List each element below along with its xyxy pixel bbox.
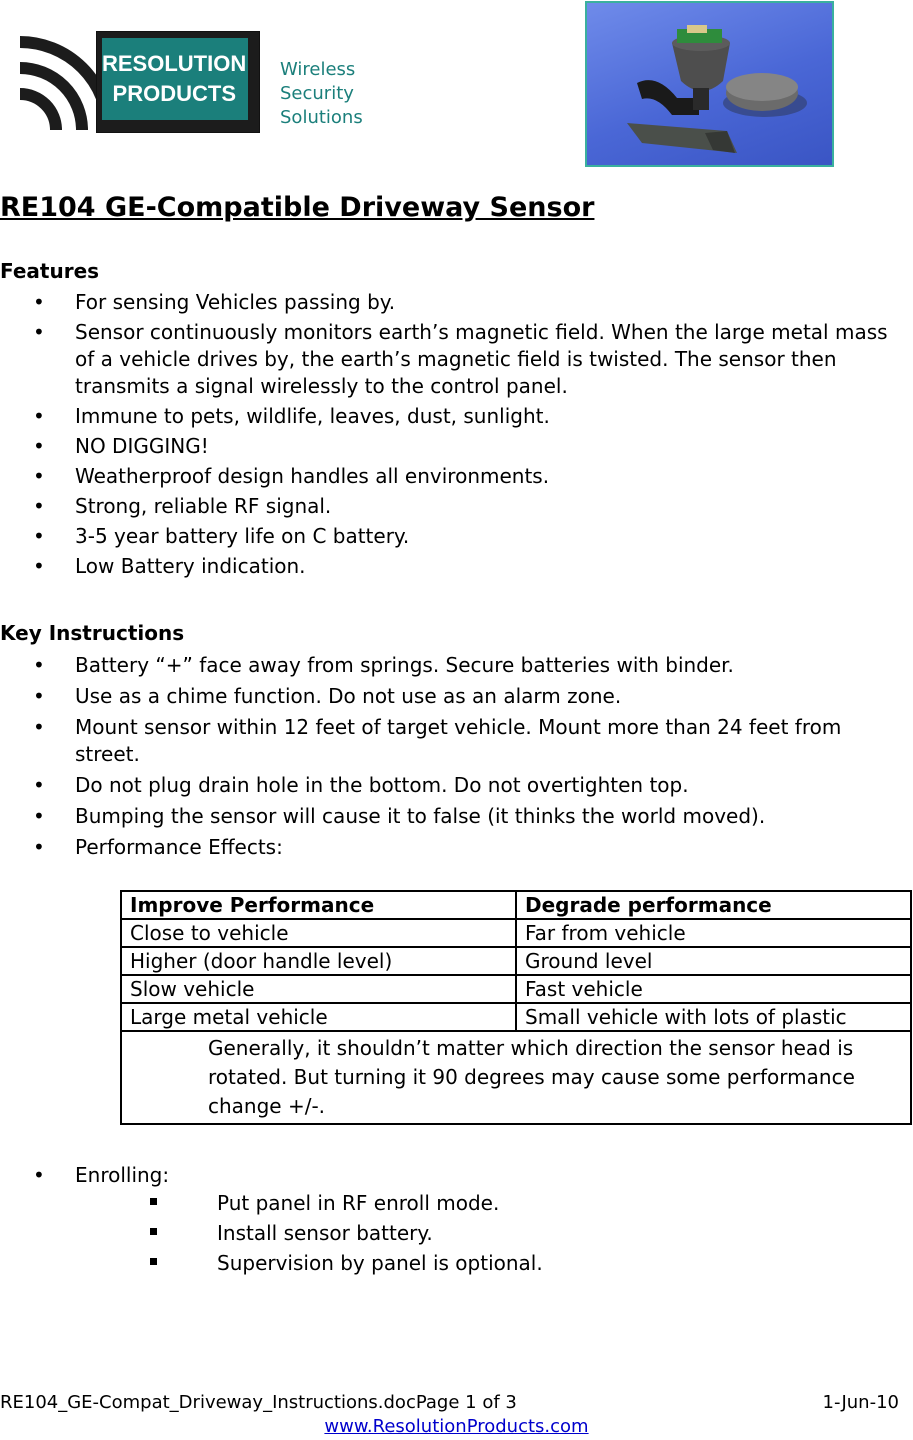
table-header-row — [121, 891, 911, 919]
table-cell: Slow vehicle — [121, 975, 516, 1003]
list-item: • Use as a chime function. Do not use as an alarm zone. — [33, 684, 622, 708]
list-item: • For sensing Vehicles passing by. — [33, 290, 396, 314]
table-header-improve: Improve Performance — [121, 891, 516, 919]
list-item: • Do not plug drain hole in the bottom. Do not overtighten top. — [33, 773, 689, 797]
table-cell: Fast vehicle — [516, 975, 911, 1003]
table-row — [121, 919, 911, 947]
signal-waves-icon — [14, 30, 98, 134]
table-note-row — [121, 1031, 911, 1124]
sensor-illustration-icon — [587, 3, 834, 167]
table-cell: Ground level — [516, 947, 911, 975]
table-cell: Far from vehicle — [516, 919, 911, 947]
key-instructions-heading: Key Instructions — [0, 621, 185, 645]
enrolling-list — [0, 1162, 913, 1189]
enroll-step: Install sensor battery. — [150, 1218, 433, 1248]
table-row — [121, 975, 911, 1003]
footer-url-wrap — [0, 1416, 913, 1437]
footer-filename-page: RE104_GE-Compat_Driveway_Instructions.docPage 1 of 3 — [0, 1392, 517, 1413]
list-item: • Performance Effects: — [33, 835, 283, 859]
product-photo — [585, 1, 834, 167]
table-cell: Close to vehicle — [121, 919, 516, 947]
key-instructions-list — [0, 652, 913, 865]
features-list — [0, 289, 913, 583]
square-bullet-icon — [150, 1228, 157, 1235]
company-logo — [96, 31, 260, 133]
list-item: • Weatherproof design handles all environments. — [33, 464, 550, 488]
list-item: • Bumping the sensor will cause it to false (it thinks the world moved). — [33, 804, 766, 828]
tagline-line1: Wireless — [280, 59, 356, 80]
table-cell: Large metal vehicle — [121, 1003, 516, 1031]
list-item: • Mount sensor within 12 feet of target vehicle. Mount more than 24 feet from street. — [33, 715, 842, 766]
square-bullet-icon — [150, 1198, 157, 1205]
table-cell: Higher (door handle level) — [121, 947, 516, 975]
enroll-step: Supervision by panel is optional. — [150, 1248, 543, 1278]
list-item: • Low Battery indication. — [33, 554, 306, 578]
table-header-degrade: Degrade performance — [516, 891, 911, 919]
table-row — [121, 1003, 911, 1031]
enroll-step: Put panel in RF enroll mode. — [150, 1188, 499, 1218]
list-item: • NO DIGGING! — [33, 434, 209, 458]
page-title: RE104 GE-Compatible Driveway Sensor — [0, 192, 595, 223]
list-item: • Sensor continuously monitors earth’s magnetic field. When the large metal mass of a vehicle drives by, the earth’s magnetic field is twisted. The sensor then transmits a signal wirelessly to the control panel. — [33, 320, 888, 398]
footer-date: 1-Jun-10 — [822, 1392, 899, 1413]
list-item: • Battery “+” face away from springs. Secure batteries with binder. — [33, 653, 734, 677]
list-item: • 3-5 year battery life on C battery. — [33, 524, 410, 548]
list-item: • Strong, reliable RF signal. — [33, 494, 332, 518]
table-cell: Small vehicle with lots of plastic — [516, 1003, 911, 1031]
square-bullet-icon — [150, 1258, 157, 1265]
features-heading: Features — [0, 259, 100, 283]
table-row — [121, 947, 911, 975]
list-item: • Enrolling: — [33, 1163, 170, 1187]
tagline-line2: Security — [280, 83, 354, 104]
tagline-line3: Solutions — [280, 107, 363, 128]
performance-table — [120, 890, 912, 1125]
list-item: • Immune to pets, wildlife, leaves, dust, sunlight. — [33, 404, 550, 428]
table-note: Generally, it shouldn’t matter which direction the sensor head is rotated. But turning it 90 degrees may cause some performance change +/-. — [121, 1031, 911, 1124]
logo-text-line1: RESOLUTION — [102, 51, 247, 76]
website-link[interactable]: www.ResolutionProducts.com — [324, 1416, 589, 1437]
logo-text-line2: PRODUCTS — [112, 81, 236, 106]
